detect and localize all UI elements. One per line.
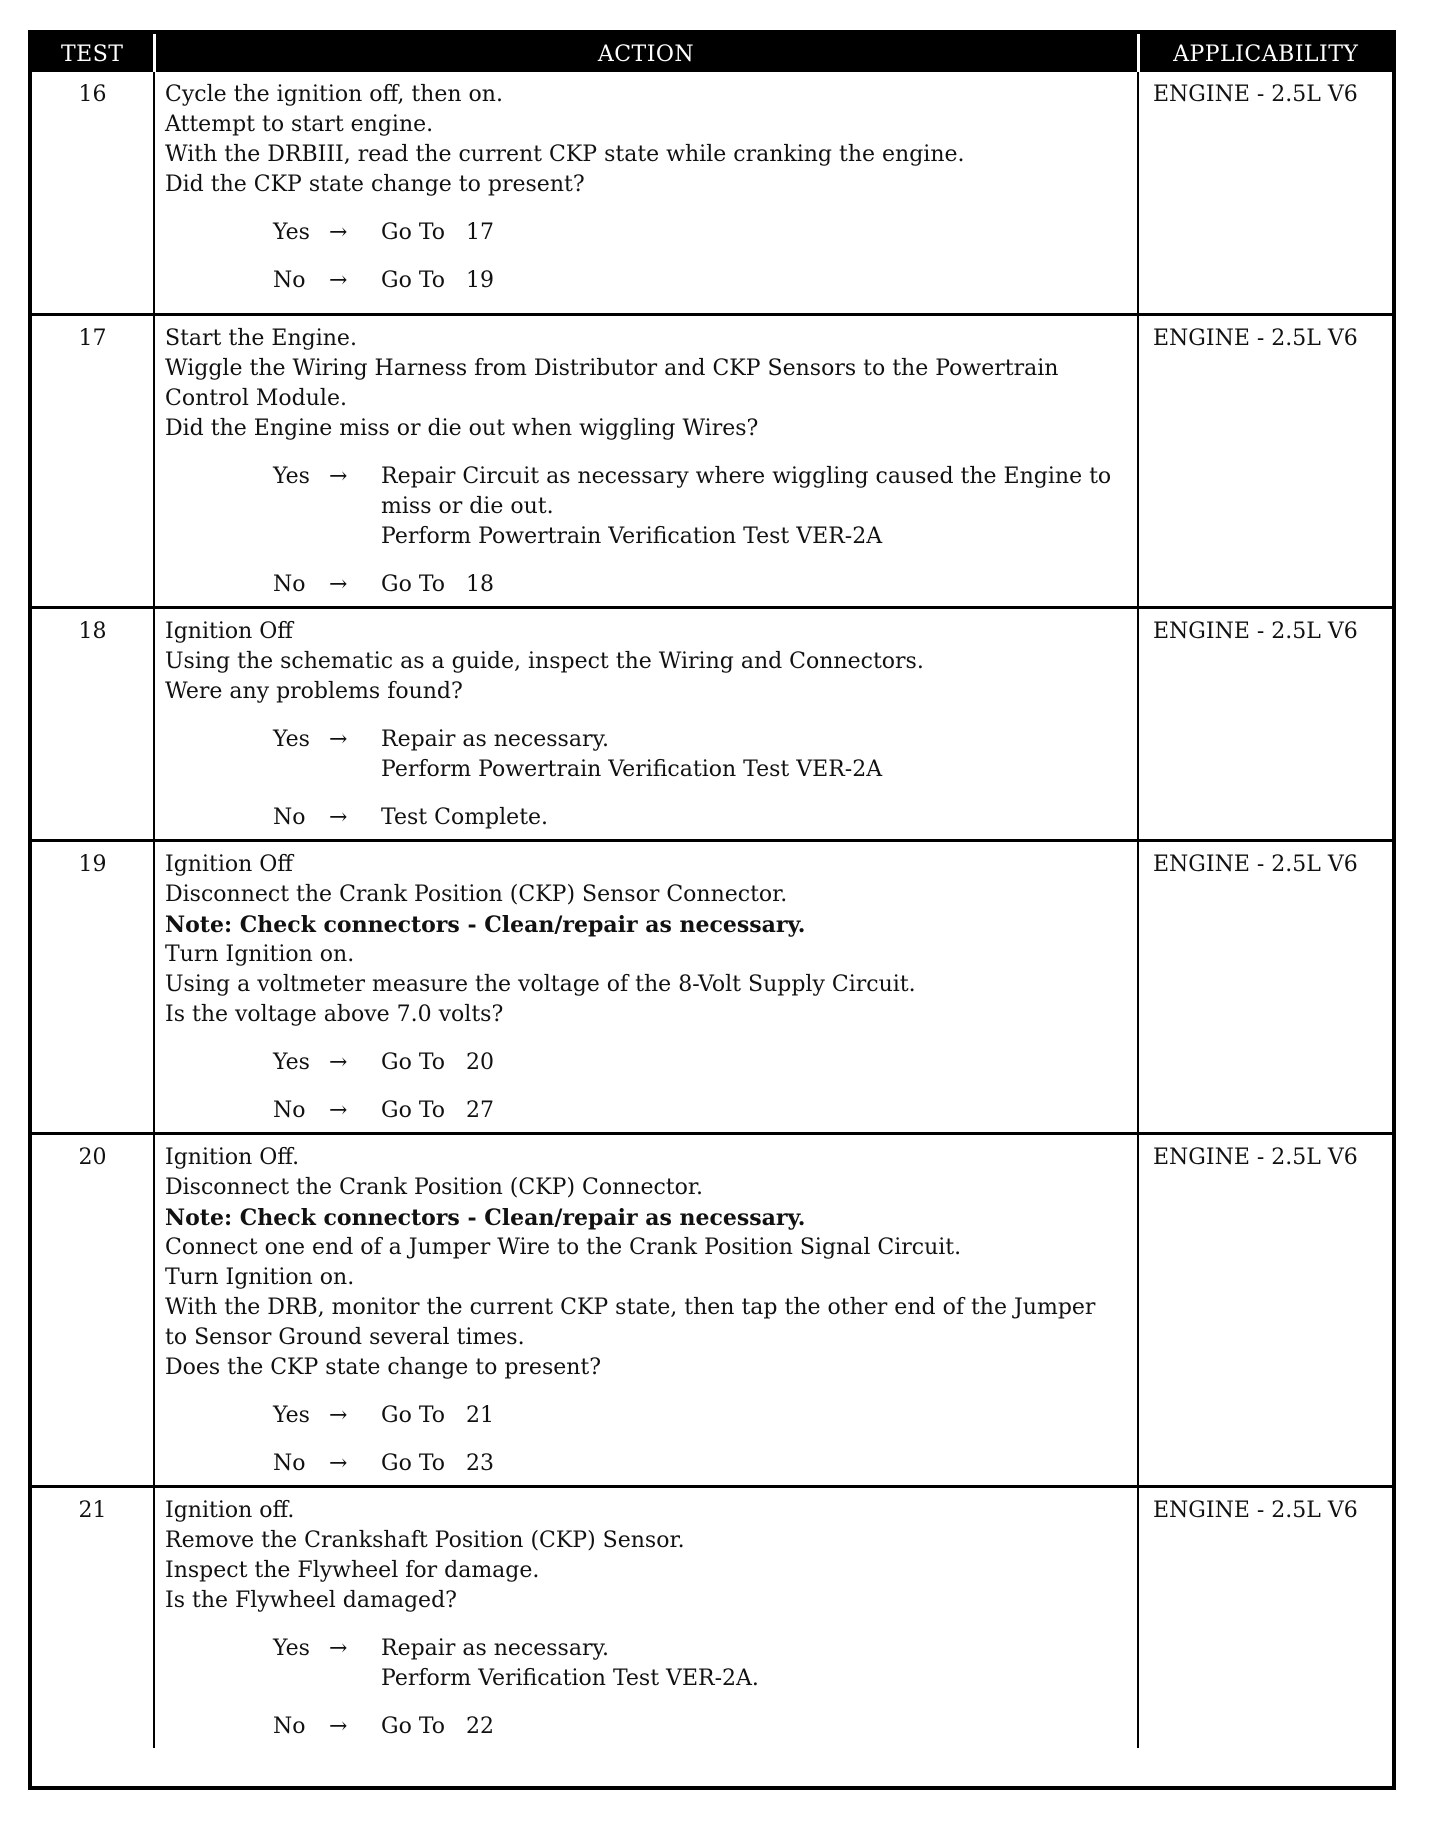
outcome-yes bbox=[273, 725, 1129, 785]
outcome-label: No bbox=[273, 804, 306, 830]
outcome-result-line: Go To 17 bbox=[381, 220, 494, 245]
instruction-text: Attempt to start engine. bbox=[165, 112, 434, 137]
instruction-text: Control Module. bbox=[165, 385, 347, 411]
applicability-cell: ENGINE - 2.5L V6 bbox=[1138, 840, 1392, 1133]
instruction-text: Wiggle the Wiring Harness from Distributor and CKP Sensors to the Powertrain bbox=[165, 355, 1059, 381]
table-header-row bbox=[32, 34, 1392, 72]
outcome-label: Yes bbox=[273, 726, 310, 752]
table-row bbox=[32, 1133, 1392, 1486]
outcome-yes bbox=[273, 1048, 1129, 1078]
outcome-label: No bbox=[273, 1450, 306, 1476]
outcome-result bbox=[381, 462, 1129, 552]
action-cell bbox=[154, 314, 1138, 607]
table-row bbox=[32, 314, 1392, 607]
instruction-text: Cycle the ignition off, then on. bbox=[165, 82, 503, 107]
outcome-result bbox=[381, 1634, 1129, 1694]
instruction-text: With the DRBIII, read the current CKP state while cranking the engine. bbox=[165, 142, 965, 167]
arrow-right-icon: → bbox=[329, 726, 348, 752]
arrow-right-icon: → bbox=[329, 1450, 348, 1476]
outcome-no bbox=[273, 1449, 1129, 1479]
outcome-label: Yes bbox=[273, 1402, 310, 1428]
instruction-text: Did the CKP state change to present? bbox=[165, 172, 585, 197]
arrow-right-icon: → bbox=[329, 463, 348, 489]
instruction-text: Start the Engine. bbox=[165, 325, 357, 351]
outcome-result bbox=[381, 266, 1129, 296]
instruction-text: Using a voltmeter measure the voltage of the 8-Volt Supply Circuit. bbox=[165, 971, 916, 997]
outcome-result-line: Perform Powertrain Verification Test VER-2A bbox=[381, 756, 883, 782]
test-number: 17 bbox=[32, 314, 154, 607]
header-test: TEST bbox=[32, 34, 154, 72]
outcome-result bbox=[381, 1401, 1129, 1431]
outcome-yes bbox=[273, 462, 1129, 552]
action-cell bbox=[154, 1133, 1138, 1486]
outcome-label: Yes bbox=[273, 1049, 310, 1075]
outcome-result bbox=[381, 803, 1129, 833]
outcome-result bbox=[381, 1712, 1129, 1742]
test-number: 16 bbox=[78, 82, 107, 107]
test-number: 19 bbox=[32, 840, 154, 1133]
instruction-text: Disconnect the Crank Position (CKP) Sensor Connector. bbox=[165, 881, 788, 907]
outcome-result bbox=[381, 725, 1129, 785]
outcome-label: No bbox=[273, 1713, 306, 1739]
outcome-label: Yes bbox=[273, 463, 310, 489]
instruction-text: Did the Engine miss or die out when wiggling Wires? bbox=[165, 415, 759, 441]
outcome-result bbox=[381, 1048, 1129, 1078]
outcome-result bbox=[381, 570, 1129, 600]
outcome-label: No bbox=[273, 1097, 306, 1123]
outcome-result-line: Perform Powertrain Verification Test VER-2A bbox=[381, 523, 883, 549]
outcome-result-line: Go To 21 bbox=[381, 1402, 494, 1428]
test-number: 21 bbox=[32, 1486, 154, 1748]
outcome-result-line: Go To 20 bbox=[381, 1049, 494, 1075]
outcome-result-line: Repair as necessary. bbox=[381, 726, 609, 752]
outcome-result-line: miss or die out. bbox=[381, 493, 554, 519]
arrow-right-icon: → bbox=[329, 1097, 348, 1123]
outcome-no bbox=[273, 803, 1129, 833]
instruction-text: Remove the Crankshaft Position (CKP) Sensor. bbox=[165, 1527, 685, 1553]
applicability-cell: ENGINE - 2.5L V6 bbox=[1138, 72, 1392, 314]
outcome-yes bbox=[273, 1401, 1129, 1431]
instruction-text: Disconnect the Crank Position (CKP) Connector. bbox=[165, 1174, 703, 1200]
instruction-text: Ignition off. bbox=[165, 1497, 295, 1523]
outcome-result-line: Repair Circuit as necessary where wiggling caused the Engine to bbox=[381, 463, 1112, 489]
instruction-text: Inspect the Flywheel for damage. bbox=[165, 1557, 540, 1583]
instruction-text: Connect one end of a Jumper Wire to the Crank Position Signal Circuit. bbox=[165, 1234, 962, 1260]
applicability-cell: ENGINE - 2.5L V6 bbox=[1138, 1486, 1392, 1748]
outcome-result-line: Go To 19 bbox=[381, 268, 494, 293]
outcome-label: No bbox=[273, 571, 306, 597]
table-row bbox=[32, 607, 1392, 840]
note-text: Note: Check connectors - Clean/repair as necessary. bbox=[165, 911, 806, 938]
table-body bbox=[32, 72, 1392, 1748]
table-row bbox=[32, 840, 1392, 1133]
outcome-label: Yes bbox=[273, 1635, 310, 1661]
instruction-text: Ignition Off bbox=[165, 851, 293, 877]
outcome-result-line: Go To 23 bbox=[381, 1450, 494, 1476]
outcome-result-line: Perform Verification Test VER-2A. bbox=[381, 1665, 759, 1691]
outcome-yes bbox=[273, 218, 1129, 248]
applicability-cell: ENGINE - 2.5L V6 bbox=[1138, 314, 1392, 607]
header-applicability: APPLICABILITY bbox=[1138, 34, 1392, 72]
outcome-result-line: Repair as necessary. bbox=[381, 1635, 609, 1661]
test-number: 18 bbox=[32, 607, 154, 840]
instruction-text: Turn Ignition on. bbox=[165, 1264, 355, 1290]
table-row bbox=[32, 72, 1392, 314]
outcome-label: No bbox=[273, 268, 306, 293]
outcome-result-line: Go To 18 bbox=[381, 571, 494, 597]
instruction-text: Ignition Off. bbox=[165, 1144, 300, 1170]
test-number: 20 bbox=[32, 1133, 154, 1486]
instruction-text: Is the voltage above 7.0 volts? bbox=[165, 1001, 504, 1027]
outcome-result-line: Go To 27 bbox=[381, 1097, 494, 1123]
arrow-right-icon: → bbox=[329, 1635, 348, 1661]
outcome-result-line: Go To 22 bbox=[381, 1713, 494, 1739]
arrow-right-icon: → bbox=[329, 1713, 348, 1739]
outcome-no bbox=[273, 570, 1129, 600]
header-action: ACTION bbox=[154, 34, 1138, 72]
action-cell bbox=[154, 607, 1138, 840]
instruction-text: Using the schematic as a guide, inspect the Wiring and Connectors. bbox=[165, 648, 924, 674]
outcome-label: Yes bbox=[273, 220, 310, 245]
outcome-result bbox=[381, 1449, 1129, 1479]
outcome-result-line: Test Complete. bbox=[381, 804, 549, 830]
instruction-text: to Sensor Ground several times. bbox=[165, 1324, 525, 1350]
diagnostic-test-table-frame bbox=[28, 30, 1396, 1790]
outcome-yes bbox=[273, 1634, 1129, 1694]
instruction-text: Were any problems found? bbox=[165, 678, 463, 704]
arrow-right-icon: → bbox=[329, 220, 348, 245]
instruction-text: Ignition Off bbox=[165, 618, 293, 644]
arrow-right-icon: → bbox=[329, 268, 348, 293]
action-cell bbox=[154, 1486, 1138, 1748]
instruction-text: With the DRB, monitor the current CKP state, then tap the other end of the Jumper bbox=[165, 1294, 1096, 1320]
outcome-no bbox=[273, 1712, 1129, 1742]
arrow-right-icon: → bbox=[329, 571, 348, 597]
outcome-result bbox=[381, 1096, 1129, 1126]
instruction-text: Does the CKP state change to present? bbox=[165, 1354, 602, 1380]
action-cell bbox=[154, 72, 1138, 314]
applicability-cell: ENGINE - 2.5L V6 bbox=[1138, 1133, 1392, 1486]
diagnostic-test-table bbox=[32, 34, 1392, 1748]
note-text: Note: Check connectors - Clean/repair as necessary. bbox=[165, 1204, 806, 1231]
outcome-no bbox=[273, 266, 1129, 296]
arrow-right-icon: → bbox=[329, 1402, 348, 1428]
arrow-right-icon: → bbox=[329, 1049, 348, 1075]
outcome-result bbox=[381, 218, 1129, 248]
applicability-cell: ENGINE - 2.5L V6 bbox=[1138, 607, 1392, 840]
action-cell bbox=[154, 840, 1138, 1133]
table-row bbox=[32, 1486, 1392, 1748]
instruction-text: Is the Flywheel damaged? bbox=[165, 1587, 457, 1613]
arrow-right-icon: → bbox=[329, 804, 348, 830]
outcome-no bbox=[273, 1096, 1129, 1126]
instruction-text: Turn Ignition on. bbox=[165, 941, 355, 967]
